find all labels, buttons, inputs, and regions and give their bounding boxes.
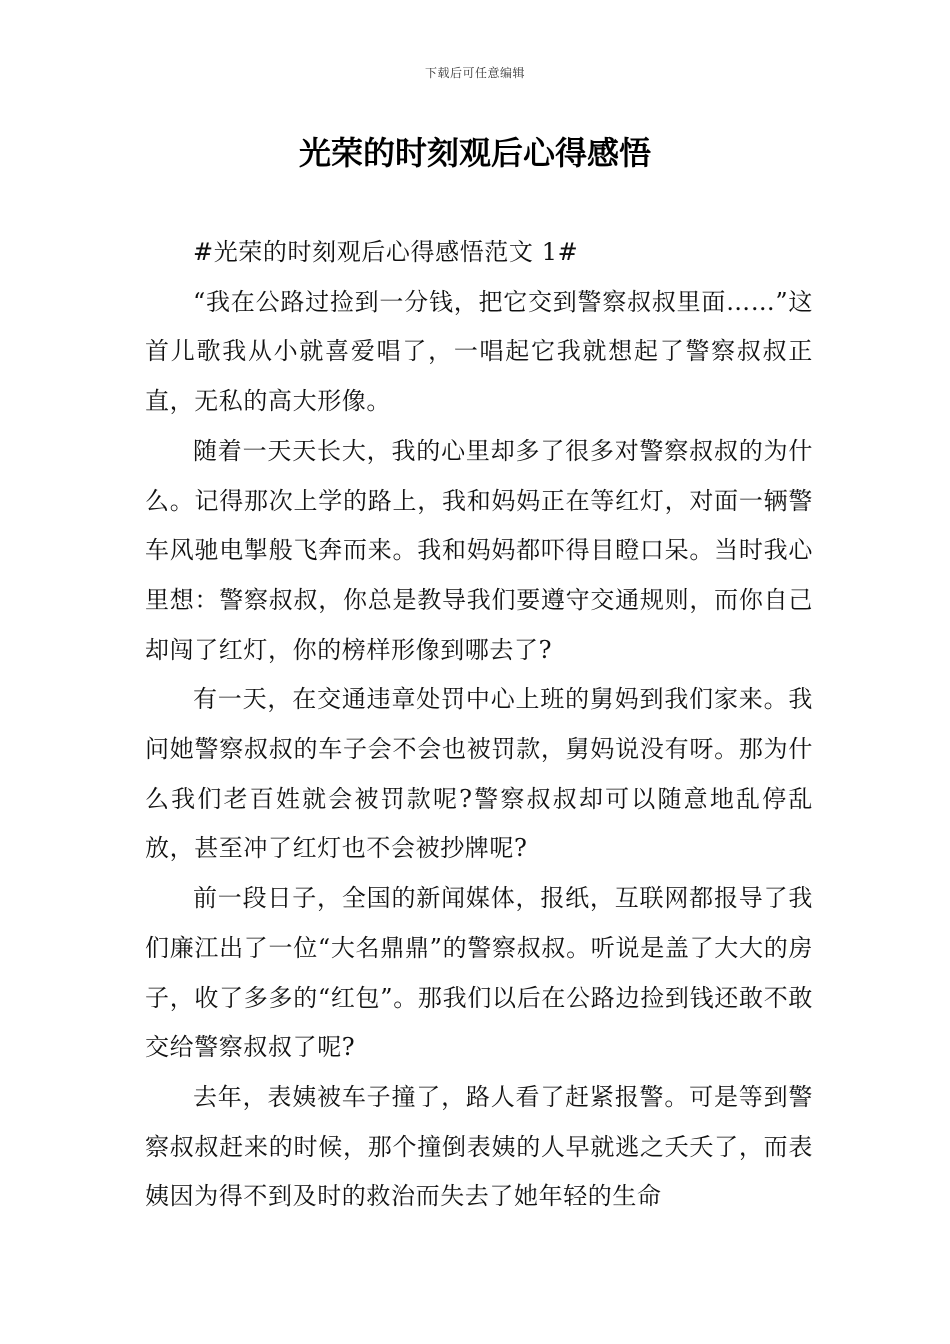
paragraph: “我在公路过捡到一分钱，把它交到警察叔叔里面……”这首儿歌我从小就喜爱唱了，一唱起它我就想起了警察叔叔正直，无私的高大形像。 bbox=[145, 287, 813, 416]
header-note: 下载后可任意编辑 bbox=[424, 66, 525, 80]
document-title: 光荣的时刻观后心得感悟 bbox=[298, 134, 651, 172]
paragraph: 有一天，在交通违章处罚中心上班的舅妈到我们家来。我问她警察叔叔的车子会不会也被罚款，舅妈说没有呀。那为什么我们老百姓就会被罚款呢?警察叔叔却可以随意地乱停乱放，甚至冲了红灯也不会被抄牌呢? bbox=[145, 685, 813, 863]
paragraph: 前一段日子，全国的新闻媒体，报纸，互联网都报导了我们廉江出了一位“大名鼎鼎”的警察叔叔。听说是盖了大大的房子，收了多多的“红包”。那我们以后在公路边捡到钱还敢不敢交给警察叔叔了呢? bbox=[145, 884, 813, 1062]
section-heading: #光荣的时刻观后心得感悟范文 1# bbox=[193, 238, 579, 266]
paragraph: 随着一天天长大，我的心里却多了很多对警察叔叔的为什么。记得那次上学的路上，我和妈妈正在等红灯，对面一辆警车风驰电掣般飞奔而来。我和妈妈都吓得目瞪口呆。当时我心里想：警察叔叔，你总是教导我们要遵守交通规则，而你自己却闯了红灯，你的榜样形像到哪去了? bbox=[145, 436, 813, 664]
document-body bbox=[145, 228, 813, 1222]
paragraph: 去年，表姨被车子撞了，路人看了赶紧报警。可是等到警察叔叔赶来的时候，那个撞倒表姨的人早就逃之夭夭了，而表姨因为得不到及时的救治而失去了她年轻的生命 bbox=[145, 1082, 813, 1211]
